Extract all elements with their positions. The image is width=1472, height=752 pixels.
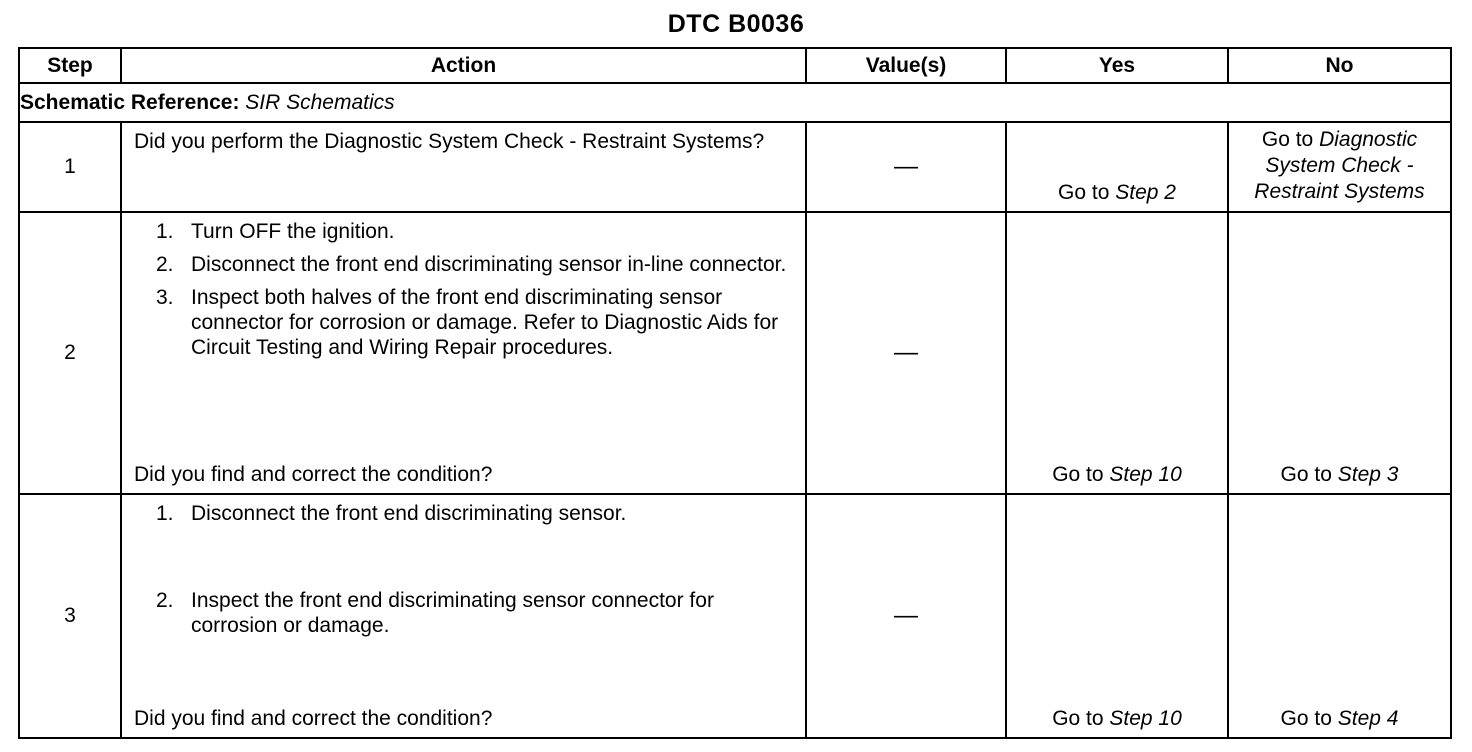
substep-list [134, 219, 795, 360]
list-item [156, 588, 795, 638]
yes-prefix: Go to [1052, 707, 1110, 730]
list-item [156, 219, 795, 244]
substep-text: Disconnect the front end discriminating sensor. [191, 502, 627, 525]
table-row [19, 122, 1451, 212]
yes-prefix: Go to [1058, 181, 1116, 204]
header-no: No [1228, 48, 1451, 83]
yes-link[interactable]: Step 10 [1109, 707, 1182, 730]
substep-number: 2. [156, 253, 174, 276]
yes-link[interactable]: Step 2 [1115, 181, 1176, 204]
no-cell [1228, 122, 1451, 212]
substep-text: Turn OFF the ignition. [191, 220, 395, 243]
yes-prefix: Go to [1052, 463, 1110, 486]
no-cell [1228, 212, 1451, 494]
action-question: Did you perform the Diagnostic System Check - Restraint Systems? [134, 130, 765, 153]
no-prefix: Go to [1280, 463, 1338, 486]
no-link-line3[interactable]: Restraint Systems [1254, 180, 1425, 203]
no-prefix: Go to [1280, 707, 1338, 730]
header-values: Value(s) [806, 48, 1006, 83]
substep-list [134, 501, 795, 638]
yes-link[interactable]: Step 10 [1109, 463, 1182, 486]
no-link-line2[interactable]: System Check - [1265, 154, 1414, 177]
no-link[interactable]: Step 3 [1337, 463, 1399, 486]
substep-number: 1. [156, 220, 174, 243]
step-number: 1 [19, 122, 121, 212]
step-number: 2 [19, 212, 121, 494]
header-row [19, 48, 1451, 83]
no-link-line1[interactable]: Diagnostic [1319, 128, 1418, 151]
list-item [156, 501, 795, 526]
header-step: Step [19, 48, 121, 83]
substep-number: 1. [156, 502, 174, 525]
yes-cell [1006, 122, 1228, 212]
diagnostic-table [18, 47, 1452, 739]
table-row [19, 212, 1451, 494]
value-cell: — [806, 494, 1006, 738]
schematic-label: Schematic Reference: [20, 90, 240, 114]
list-item [156, 252, 795, 277]
value-cell: — [806, 212, 1006, 494]
yes-cell [1006, 212, 1228, 494]
page-title: DTC B0036 [667, 10, 805, 38]
substep-text: Disconnect the front end discriminating sensor in-line connector. [191, 253, 787, 276]
action-cell [121, 122, 806, 212]
header-action: Action [121, 48, 806, 83]
no-link[interactable]: Step 4 [1337, 707, 1399, 730]
schematic-reference-row [19, 83, 1451, 122]
value-cell: — [806, 122, 1006, 212]
substep-text: Inspect the front end discriminating sensor connector for corrosion or damage. [191, 589, 714, 637]
substep-number: 2. [156, 589, 174, 612]
list-item [156, 285, 795, 360]
action-question: Did you find and correct the condition? [134, 707, 493, 730]
header-yes: Yes [1006, 48, 1228, 83]
substep-number: 3. [156, 286, 174, 309]
table-row [19, 494, 1451, 738]
schematic-reference [19, 83, 1451, 122]
substep-text: Inspect both halves of the front end discriminating sensor connector for corrosion or damage. Refer to Diagnostic Aids for Circuit Testing and Wiring Repair procedures. [191, 286, 779, 359]
action-cell [121, 494, 806, 738]
schematic-link[interactable]: SIR Schematics [245, 90, 395, 114]
no-prefix: Go to [1261, 128, 1320, 151]
action-cell [121, 212, 806, 494]
no-cell [1228, 494, 1451, 738]
yes-cell [1006, 494, 1228, 738]
step-number: 3 [19, 494, 121, 738]
action-question: Did you find and correct the condition? [134, 463, 493, 486]
